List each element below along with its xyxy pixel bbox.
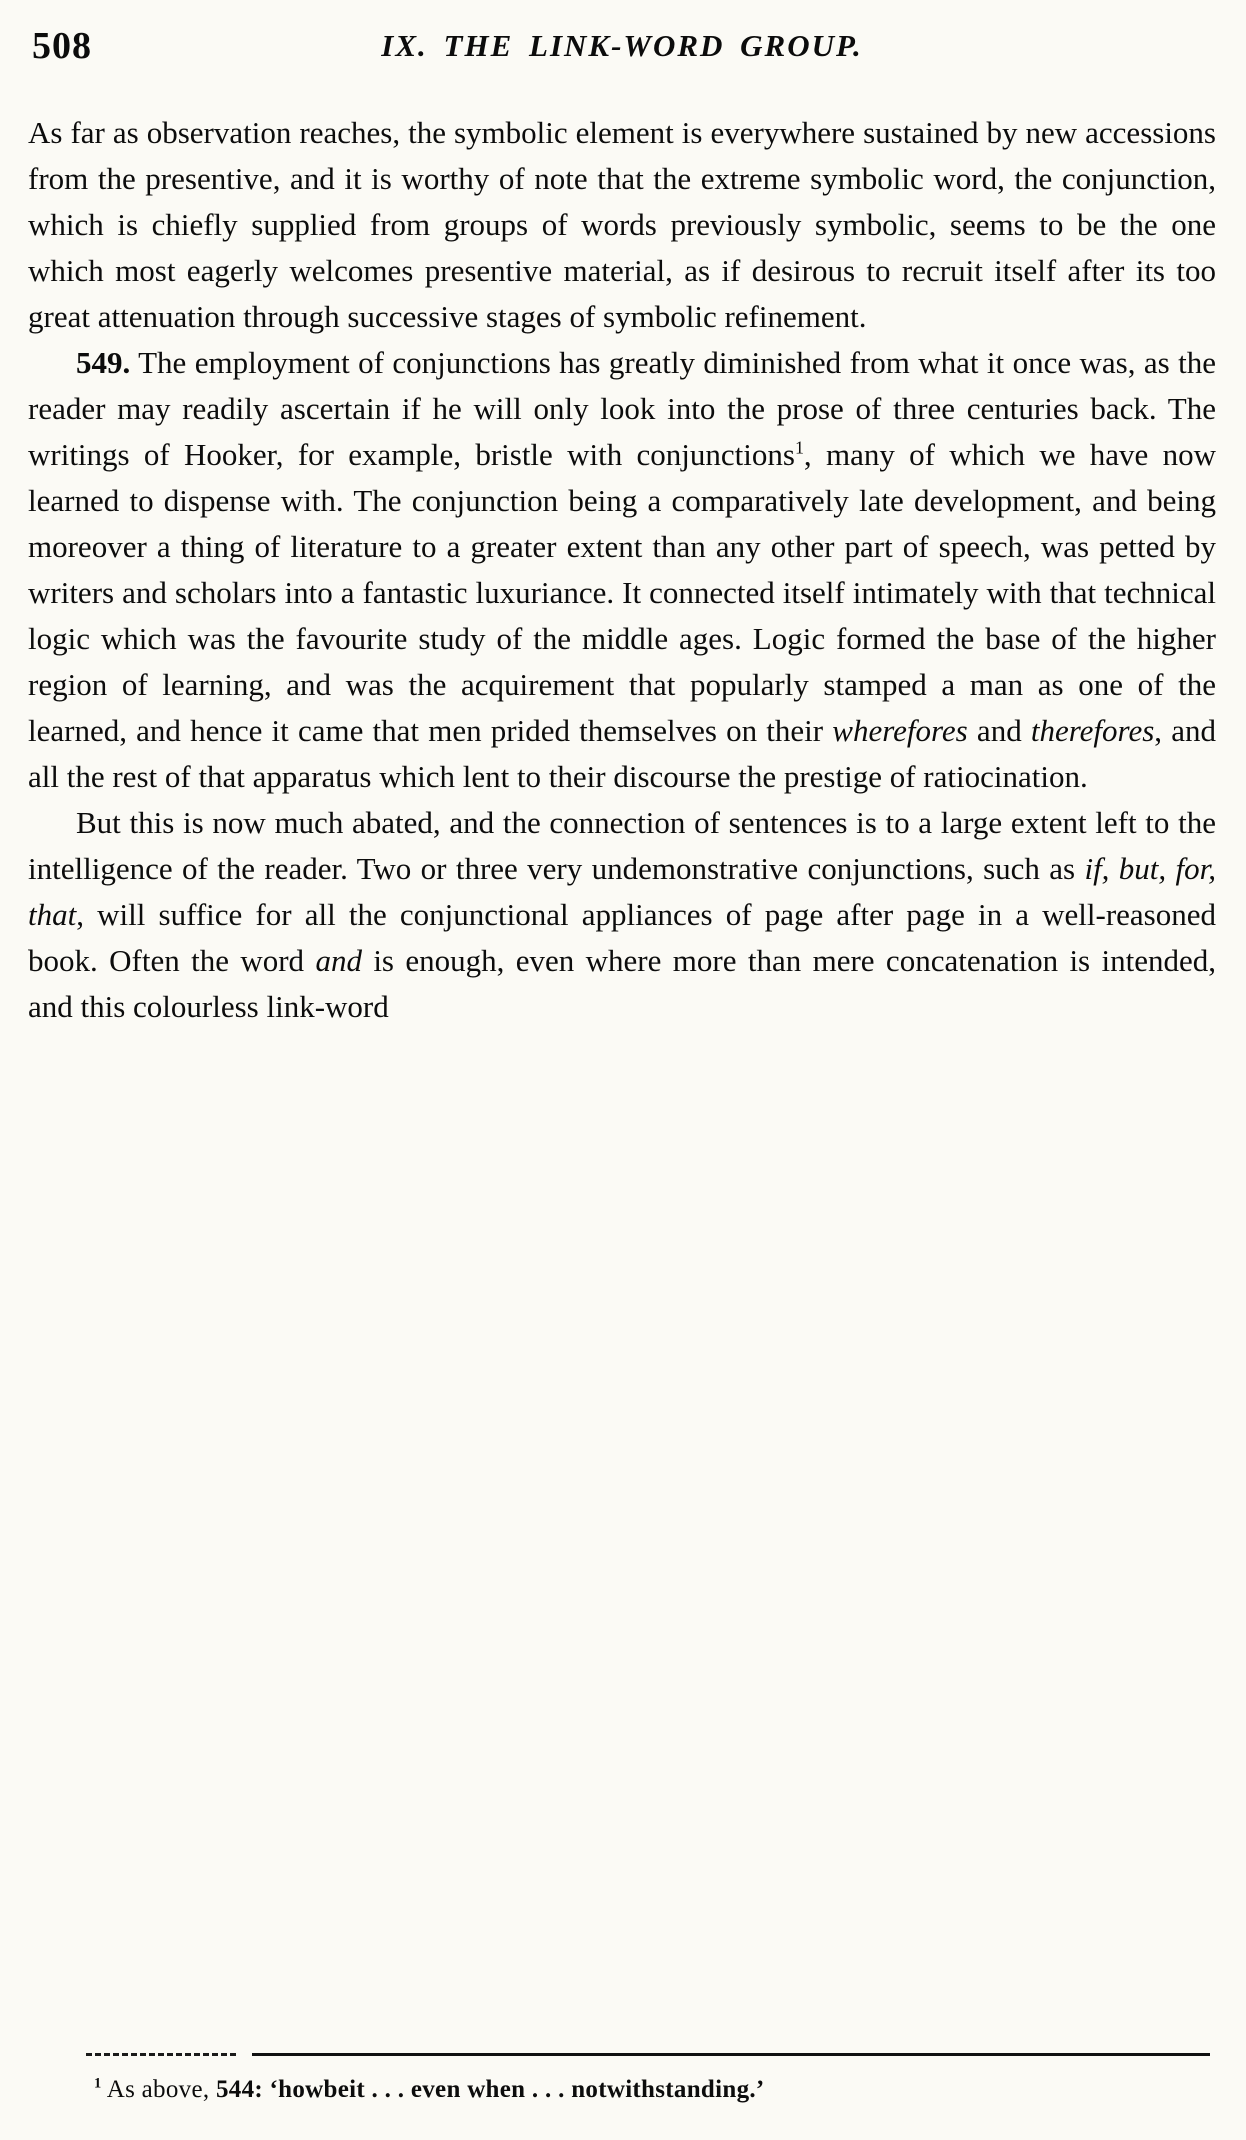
footnote-section-ref: 544: — [215, 2076, 263, 2103]
page-header — [28, 22, 1216, 76]
paragraph-text: The employment of conjunctions has greatly diminished from what it once was, as the reader may readily ascertain if he will only look into the prose of three centuries back. The writings of Hooker, for example, bristle with conjunctions — [28, 345, 1216, 472]
italic-term: and — [315, 943, 362, 978]
footnote-divider — [86, 2053, 1210, 2056]
page-number: 508 — [32, 25, 92, 67]
paragraph-text: , many of which we have now learned to dispense with. The conjunction being a comparatively late development, and being moreover a thing of literature to a greater extent than any other part of speech, was petted by writers and scholars into a fantastic luxuriance. It connected itself intimately with that technical logic which was the favourite study of the middle ages. Logic formed the base of the higher region of learning, and was the acquirement that popularly stamped a man as one of the learned, and hence it came that men prided themselves on their — [28, 437, 1216, 748]
body-paragraph — [28, 340, 1216, 800]
footnote-reference-mark: 1 — [794, 437, 804, 458]
paragraph-text: , and all the rest of that apparatus which lent to their discourse the prestige of ratiocination. — [28, 713, 1216, 794]
footnote-divider-dashes — [86, 2053, 236, 2056]
footnote-text: As above, — [101, 2076, 216, 2103]
section-number: 549. — [76, 345, 131, 380]
paragraph-text: , will suffice for all the conjunctional appliances of page after page in a well-reasoned book. Often the word — [28, 897, 1216, 978]
italic-term: if, but, for, that — [28, 851, 1216, 932]
paragraph-text: As far as observation reaches, the symbolic element is everywhere sustained by new accessions from the presentive, and it is worthy of note that the extreme symbolic word, the conjunction, which is chiefly supplied from groups of words previously symbolic, seems to be the one which most eagerly welcomes presentive material, as if desirous to recruit itself after its too great attenuation through successive stages of symbolic refinement. — [28, 115, 1216, 334]
footnote-marker: 1 — [94, 2075, 102, 2092]
footnote-quote: ‘howbeit . . . even when . . . notwithstanding.’ — [263, 2076, 765, 2103]
footnote-divider-line — [252, 2053, 1210, 2056]
paragraph-text: and — [967, 713, 1031, 748]
running-title: IX. THE LINK-WORD GROUP. — [381, 28, 863, 63]
paragraph-text: But this is now much abated, and the connection of sentences is to a large extent left to the intelligence of the reader. Two or three very undemonstrative conjunctions, such as — [28, 805, 1216, 886]
page-footer — [28, 2053, 1216, 2106]
page-body — [28, 110, 1216, 1030]
paragraph-text: is enough, even where more than mere concatenation is intended, and this colourless link-word — [28, 943, 1216, 1024]
body-paragraph — [28, 800, 1216, 1030]
body-paragraph — [28, 110, 1216, 340]
italic-term: therefores — [1030, 713, 1155, 748]
italic-term: wherefores — [832, 713, 968, 748]
footnote — [28, 2074, 1216, 2106]
